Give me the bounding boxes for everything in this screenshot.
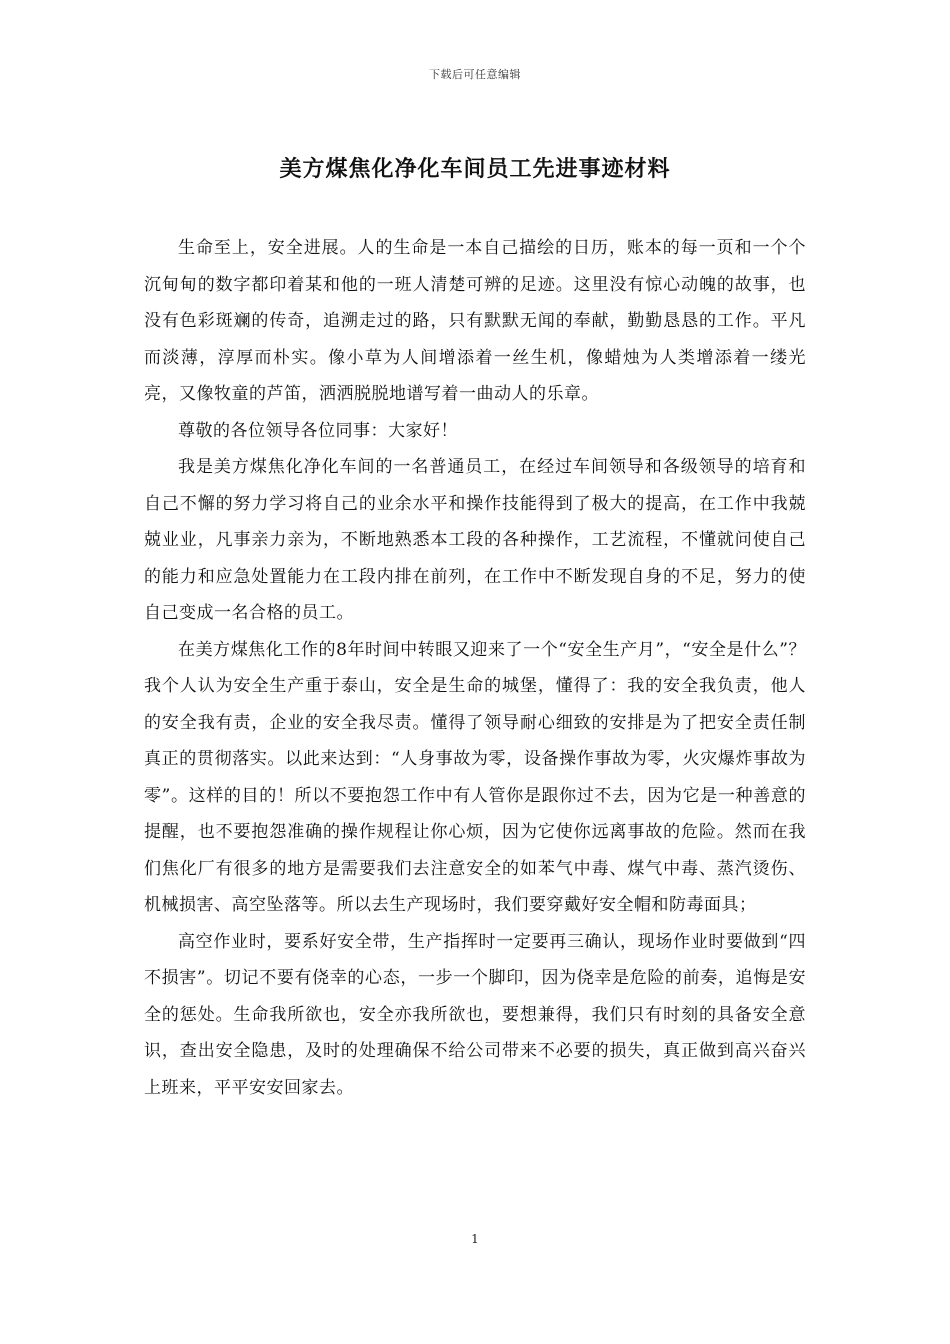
page-number: 1 [471, 1232, 479, 1246]
paragraph-intro: 生命至上，安全进展。人的生命是一本自己描绘的日历，账本的每一页和一个个沉甸甸的数字都印着某和他的一班人清楚可辨的足迹。这里没有惊心动魄的故事，也没有色彩斑斓的传奇，追溯走过的路，只有默默无闻的奉献，勤勤恳恳的工作。平凡而淡薄，淳厚而朴实。像小草为人间增添着一丝生机，像蜡烛为人类增添着一缕光亮，又像牧童的芦笛，洒洒脱脱地谱写着一曲动人的乐章。 [144, 238, 806, 404]
document-title: 美方煤焦化净化车间员工先进事迹材料 [279, 156, 671, 182]
paragraph-self-introduction: 我是美方煤焦化净化车间的一名普通员工，在经过车间领导和各级领导的培育和自己不懈的努力学习将自己的业余水平和操作技能得到了极大的提高，在工作中我兢兢业业，凡事亲力亲为，不断地熟悉本工段的各种操作，工艺流程，不懂就问使自己的能力和应急处置能力在工段内排在前列，在工作中不断发现自身的不足，努力的使自己变成一名合格的员工。 [144, 457, 806, 623]
header-note: 下载后可任意编辑 [429, 68, 521, 81]
paragraph-safety-month: 在美方煤焦化工作的8年时间中转眼又迎来了一个“安全生产月”，“安全是什么”？我个人认为安全生产重于泰山，安全是生命的城堡，懂得了：我的安全我负责，他人的安全我有责，企业的安全我尽责。懂得了领导耐心细致的安排是为了把安全责任制真正的贯彻落实。以此来达到：“人身事故为零，设备操作事故为零，火灾爆炸事故为零”。这样的目的！所以不要抱怨工作中有人管你是跟你过不去，因为它是一种善意的提醒，也不要抱怨准确的操作规程让你心烦，因为它使你远离事故的危险。然而在我们焦化厂有很多的地方是需要我们去注意安全的如苯气中毒、煤气中毒、蒸汽烫伤、机械损害、高空坠落等。所以去生产现场时，我们要穿戴好安全帽和防毒面具； [144, 639, 806, 915]
paragraph-high-altitude-work: 高空作业时，要系好安全带，生产指挥时一定要再三确认，现场作业时要做到“四不损害”。切记不要有侥幸的心态，一步一个脚印，因为侥幸是危险的前奏，追悔是安全的惩处。生命我所欲也，安全亦我所欲也，要想兼得，我们只有时刻的具备安全意识，查出安全隐患，及时的处理确保不给公司带来不必要的损失，真正做到高兴奋兴上班来，平平安安回家去。 [144, 931, 806, 1098]
paragraph-greeting: 尊敬的各位领导各位同事：大家好！ [178, 420, 458, 441]
document-body [144, 230, 806, 1106]
